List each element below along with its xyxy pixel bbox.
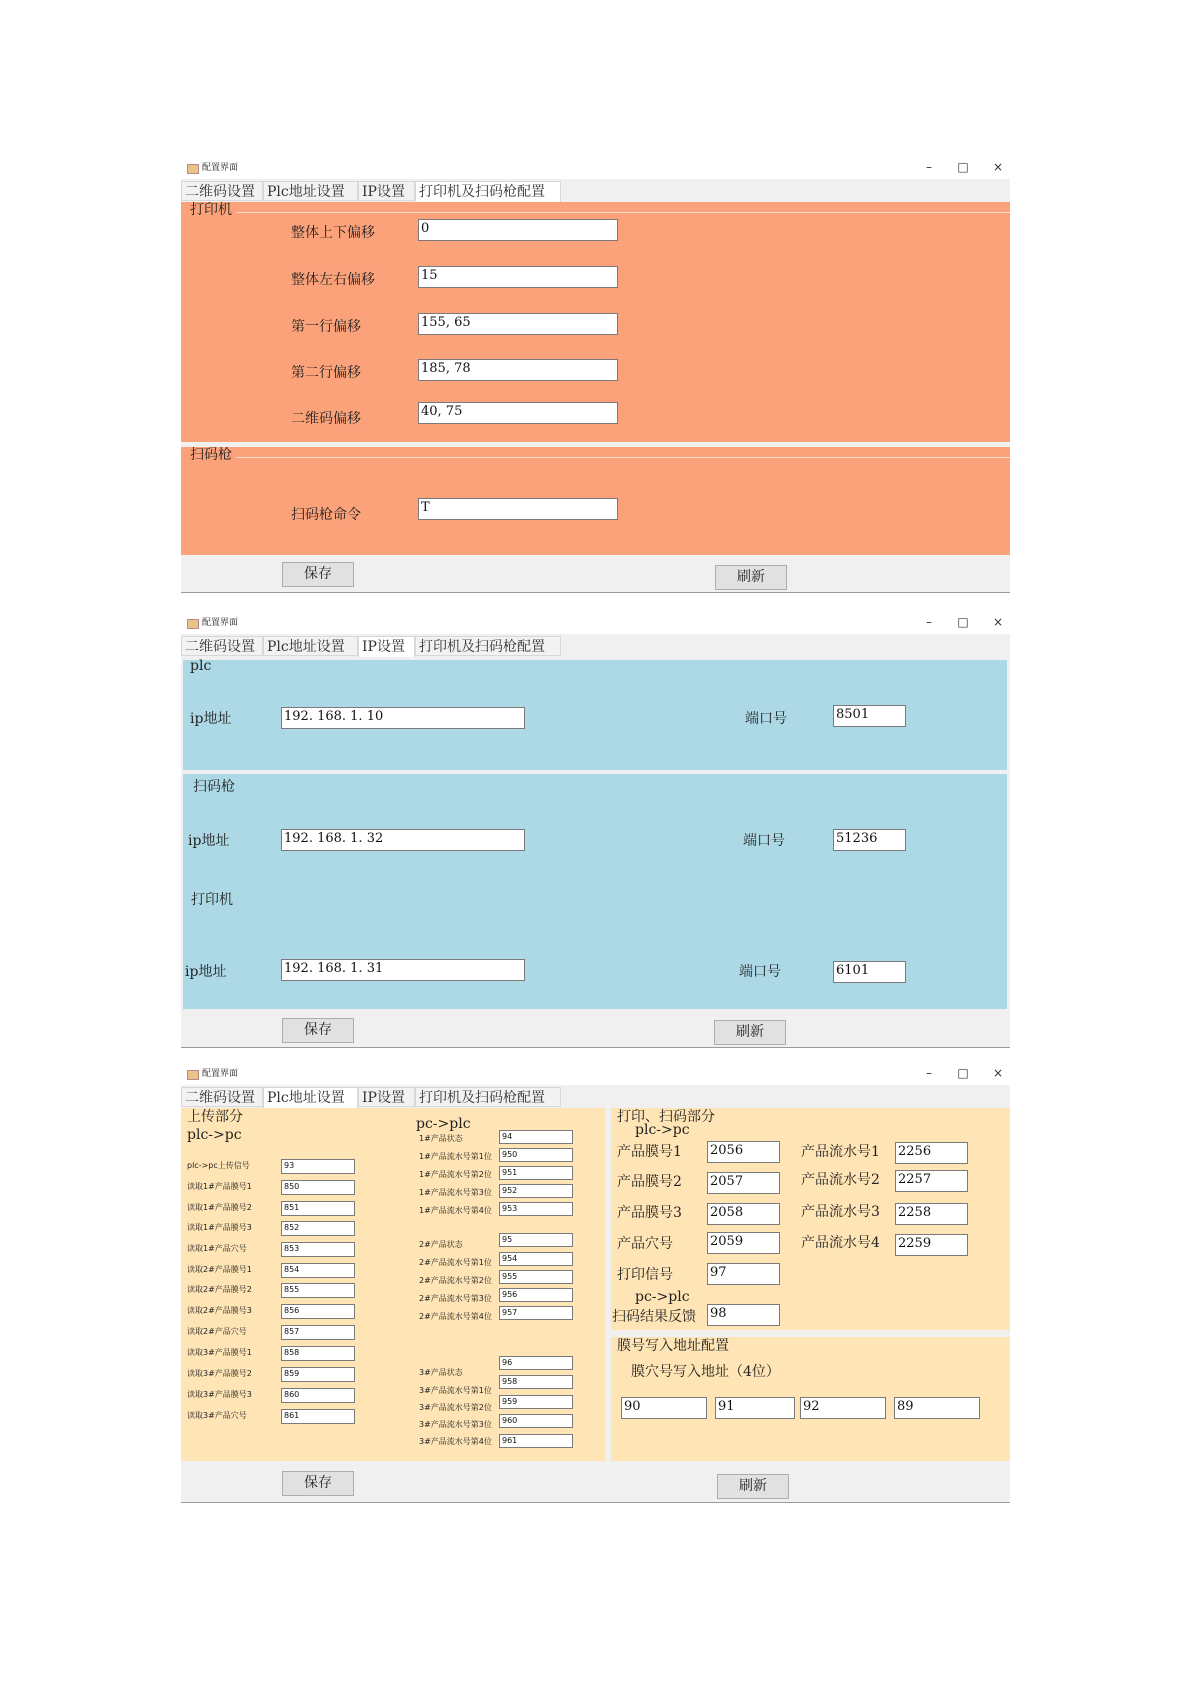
address-input[interactable]: 957 [499, 1306, 573, 1320]
divider [181, 1047, 1010, 1048]
address-label: 读取1#产品膜号2 [187, 1203, 252, 1212]
address-label: 读取2#产品膜号2 [187, 1285, 252, 1294]
address-input[interactable]: 93 [281, 1159, 355, 1174]
address-label: 1#产品流水号第3位 [419, 1188, 492, 1197]
film-address-group [611, 1337, 1010, 1461]
address-input[interactable]: 961 [499, 1434, 573, 1448]
print-scan-title: 打印、扫码部分 [617, 1109, 715, 1125]
window-title: 配置界面 [202, 1069, 239, 1079]
pc-to-plc-label: pc->plc [635, 1289, 690, 1305]
scanner-port-input[interactable]: 51236 [833, 829, 906, 851]
address-label: 读取2#产品膜号3 [187, 1306, 252, 1315]
title-bar [181, 1063, 1010, 1085]
address-input[interactable]: 95 [499, 1233, 573, 1247]
address-label: 2#产品流水号第1位 [419, 1258, 492, 1267]
maximize-icon[interactable]: □ [957, 615, 969, 629]
serial-label: 产品流水号2 [801, 1172, 880, 1188]
address-input[interactable]: 858 [281, 1346, 355, 1361]
ip-label: ip地址 [185, 964, 227, 980]
address-label: 2#产品流水号第2位 [419, 1276, 492, 1285]
scanner-group [181, 447, 1010, 555]
field-label: 整体左右偏移 [291, 272, 375, 288]
address-input[interactable]: 950 [499, 1148, 573, 1162]
print-signal-label: 打印信号 [617, 1267, 673, 1283]
address-input[interactable]: 952 [499, 1184, 573, 1198]
address-input[interactable]: 956 [499, 1288, 573, 1302]
scanner-command-input[interactable]: T [418, 498, 618, 520]
port-label: 端口号 [739, 964, 781, 980]
upload-group [181, 1108, 605, 1461]
field-label: 扫码枪命令 [291, 507, 361, 523]
close-icon[interactable]: × [992, 160, 1004, 174]
address-label: 1#产品状态 [419, 1134, 463, 1143]
minimize-icon[interactable]: – [926, 615, 932, 629]
close-icon[interactable]: × [992, 1066, 1004, 1080]
address-label: 读取1#产品膜号3 [187, 1223, 252, 1232]
ip-label: ip地址 [188, 833, 230, 849]
film-addr-input-2[interactable]: 91 [715, 1397, 795, 1419]
scan-feedback-label: 扫码结果反馈 [612, 1309, 696, 1325]
printer-group-title: 打印机 [190, 202, 232, 218]
address-input[interactable]: 857 [281, 1325, 355, 1340]
title-bar [181, 157, 1010, 179]
address-label: 2#产品状态 [419, 1240, 463, 1249]
address-input[interactable]: 861 [281, 1409, 355, 1424]
window-title: 配置界面 [202, 618, 239, 628]
address-label: 读取2#产品膜号1 [187, 1265, 252, 1274]
maximize-icon[interactable]: □ [957, 1066, 969, 1080]
address-label: 3#产品状态 [419, 1368, 463, 1377]
address-label: 1#产品流水号第4位 [419, 1206, 492, 1215]
refresh-button[interactable]: 刷新 [715, 565, 787, 590]
tab-qrcode-settings[interactable]: 二维码设置 [181, 1087, 263, 1107]
serial-4-input[interactable]: 2259 [895, 1234, 968, 1256]
qrcode-offset-input[interactable]: 40, 75 [418, 402, 618, 424]
address-label: 2#产品流水号第3位 [419, 1294, 492, 1303]
address-input[interactable]: 955 [499, 1270, 573, 1284]
horizontal-offset-input[interactable]: 15 [418, 266, 618, 288]
window-title: 配置界面 [202, 163, 239, 173]
title-bar [181, 612, 1010, 634]
tab-plc-address[interactable]: Plc地址设置 [263, 636, 358, 656]
address-label: plc->pc上传信号 [187, 1161, 250, 1170]
port-label: 端口号 [745, 711, 787, 727]
film-hole-label: 膜穴号写入地址（4位） [631, 1364, 780, 1380]
plc-to-pc-label: plc->pc [187, 1127, 242, 1143]
maximize-icon[interactable]: □ [957, 160, 969, 174]
printer-ip-input[interactable]: 192. 168. 1. 31 [281, 959, 525, 981]
config-window-printer-scanner [181, 157, 1010, 593]
address-input[interactable]: 860 [281, 1388, 355, 1403]
tab-printer-scanner[interactable]: 打印机及扫码枪配置 [415, 181, 561, 202]
upload-group-title: 上传部分 [187, 1109, 243, 1125]
refresh-button[interactable]: 刷新 [717, 1474, 789, 1499]
save-button[interactable]: 保存 [282, 1471, 354, 1496]
address-label: 3#产品流水号第1位 [419, 1386, 492, 1395]
divider [181, 1502, 1010, 1503]
port-label: 端口号 [743, 833, 785, 849]
serial-label: 产品流水号1 [801, 1144, 880, 1160]
tab-qrcode-settings[interactable]: 二维码设置 [181, 636, 263, 656]
address-input[interactable]: 859 [281, 1367, 355, 1382]
print-signal-input[interactable]: 97 [707, 1263, 780, 1285]
printer-group-title: 打印机 [191, 892, 233, 908]
tab-plc-address[interactable]: Plc地址设置 [263, 1087, 358, 1108]
address-input[interactable]: 960 [499, 1414, 573, 1428]
address-label: 读取3#产品膜号2 [187, 1369, 252, 1378]
address-label: 读取2#产品穴号 [187, 1327, 247, 1336]
serial-3-input[interactable]: 2258 [895, 1203, 968, 1225]
address-input[interactable]: 958 [499, 1375, 573, 1389]
tab-printer-scanner[interactable]: 打印机及扫码枪配置 [415, 636, 561, 656]
address-label: 3#产品流水号第2位 [419, 1403, 492, 1412]
printer-port-input[interactable]: 6101 [833, 961, 906, 983]
address-label: 2#产品流水号第4位 [419, 1312, 492, 1321]
line1-offset-input[interactable]: 155, 65 [418, 313, 618, 335]
address-input[interactable]: 951 [499, 1166, 573, 1180]
pc-to-plc-label: pc->plc [416, 1116, 471, 1132]
print-scan-group [611, 1108, 1010, 1330]
vertical-offset-input[interactable]: 0 [418, 219, 618, 241]
plc-port-input[interactable]: 8501 [833, 705, 906, 727]
refresh-button[interactable]: 刷新 [714, 1020, 786, 1045]
field-label: 二维码偏移 [291, 411, 361, 427]
address-label: 读取1#产品穴号 [187, 1244, 247, 1253]
config-window-ip [181, 612, 1010, 1048]
tab-bar [181, 636, 1010, 657]
scanner-group-title: 扫码枪 [190, 447, 232, 463]
minimize-icon[interactable]: – [926, 160, 932, 174]
printer-group [181, 202, 1010, 442]
address-label: 读取3#产品穴号 [187, 1411, 247, 1420]
address-label: 读取3#产品膜号1 [187, 1348, 252, 1357]
hole-label: 产品穴号 [617, 1236, 673, 1252]
address-label: 3#产品流水号第3位 [419, 1420, 492, 1429]
film-label: 产品膜号2 [617, 1174, 682, 1190]
save-button[interactable]: 保存 [282, 562, 354, 587]
tab-bar [181, 181, 1010, 202]
save-button[interactable]: 保存 [282, 1018, 354, 1043]
divider [181, 592, 1010, 593]
tab-plc-address[interactable]: Plc地址设置 [263, 181, 358, 201]
scanner-printer-ip-group [183, 774, 1007, 1009]
field-label: 第二行偏移 [291, 365, 361, 381]
tab-qrcode-settings[interactable]: 二维码设置 [181, 181, 263, 201]
address-input[interactable]: 852 [281, 1221, 355, 1236]
line2-offset-input[interactable]: 185, 78 [418, 359, 618, 381]
film-addr-input-4[interactable]: 89 [894, 1397, 980, 1419]
group-border [236, 212, 1010, 213]
serial-1-input[interactable]: 2256 [895, 1142, 968, 1164]
plc-ip-group [183, 660, 1007, 770]
address-input[interactable]: 96 [499, 1356, 573, 1370]
ip-label: ip地址 [190, 711, 232, 727]
tab-printer-scanner[interactable]: 打印机及扫码枪配置 [415, 1087, 561, 1107]
field-label: 整体上下偏移 [291, 225, 375, 241]
config-window-plc-address [181, 1063, 1010, 1503]
tab-ip-settings[interactable]: IP设置 [358, 181, 415, 201]
film-2-input[interactable]: 2057 [707, 1172, 780, 1194]
film-3-input[interactable]: 2058 [707, 1203, 780, 1225]
field-label: 第一行偏移 [291, 319, 361, 335]
serial-label: 产品流水号3 [801, 1204, 880, 1220]
address-input[interactable]: 959 [499, 1395, 573, 1409]
film-label: 产品膜号3 [617, 1205, 682, 1221]
minimize-icon[interactable]: – [926, 1066, 932, 1080]
address-label: 1#产品流水号第2位 [419, 1170, 492, 1179]
address-label: 3#产品流水号第4位 [419, 1437, 492, 1446]
film-addr-input-3[interactable]: 92 [800, 1397, 886, 1419]
app-icon [187, 1070, 199, 1080]
tab-bar [181, 1087, 1010, 1108]
serial-2-input[interactable]: 2257 [895, 1170, 968, 1192]
plc-group-title: plc [190, 658, 212, 674]
hole-input[interactable]: 2059 [707, 1232, 780, 1254]
app-icon [187, 619, 199, 629]
address-label: 读取3#产品膜号3 [187, 1390, 252, 1399]
address-input[interactable]: 855 [281, 1283, 355, 1298]
address-input[interactable]: 854 [281, 1263, 355, 1278]
film-address-title: 膜号写入地址配置 [617, 1338, 729, 1354]
plc-ip-input[interactable]: 192. 168. 1. 10 [281, 707, 525, 729]
address-input[interactable]: 953 [499, 1202, 573, 1216]
address-label: 1#产品流水号第1位 [419, 1152, 492, 1161]
scan-feedback-input[interactable]: 98 [707, 1304, 780, 1326]
address-input[interactable]: 954 [499, 1252, 573, 1266]
film-label: 产品膜号1 [617, 1144, 682, 1160]
scanner-ip-input[interactable]: 192. 168. 1. 32 [281, 829, 525, 851]
address-input[interactable]: 94 [499, 1130, 573, 1144]
serial-label: 产品流水号4 [801, 1235, 880, 1251]
address-input[interactable]: 853 [281, 1242, 355, 1257]
plc-to-pc-label: plc->pc [635, 1122, 690, 1138]
address-input[interactable]: 850 [281, 1180, 355, 1195]
film-1-input[interactable]: 2056 [707, 1141, 780, 1163]
address-input[interactable]: 856 [281, 1304, 355, 1319]
close-icon[interactable]: × [992, 615, 1004, 629]
film-addr-input-1[interactable]: 90 [621, 1397, 707, 1419]
group-border [236, 457, 1010, 458]
app-icon [187, 164, 199, 174]
scanner-group-title: 扫码枪 [193, 779, 235, 795]
tab-ip-settings[interactable]: IP设置 [358, 636, 415, 657]
address-input[interactable]: 851 [281, 1201, 355, 1216]
tab-ip-settings[interactable]: IP设置 [358, 1087, 415, 1107]
address-label: 读取1#产品膜号1 [187, 1182, 252, 1191]
